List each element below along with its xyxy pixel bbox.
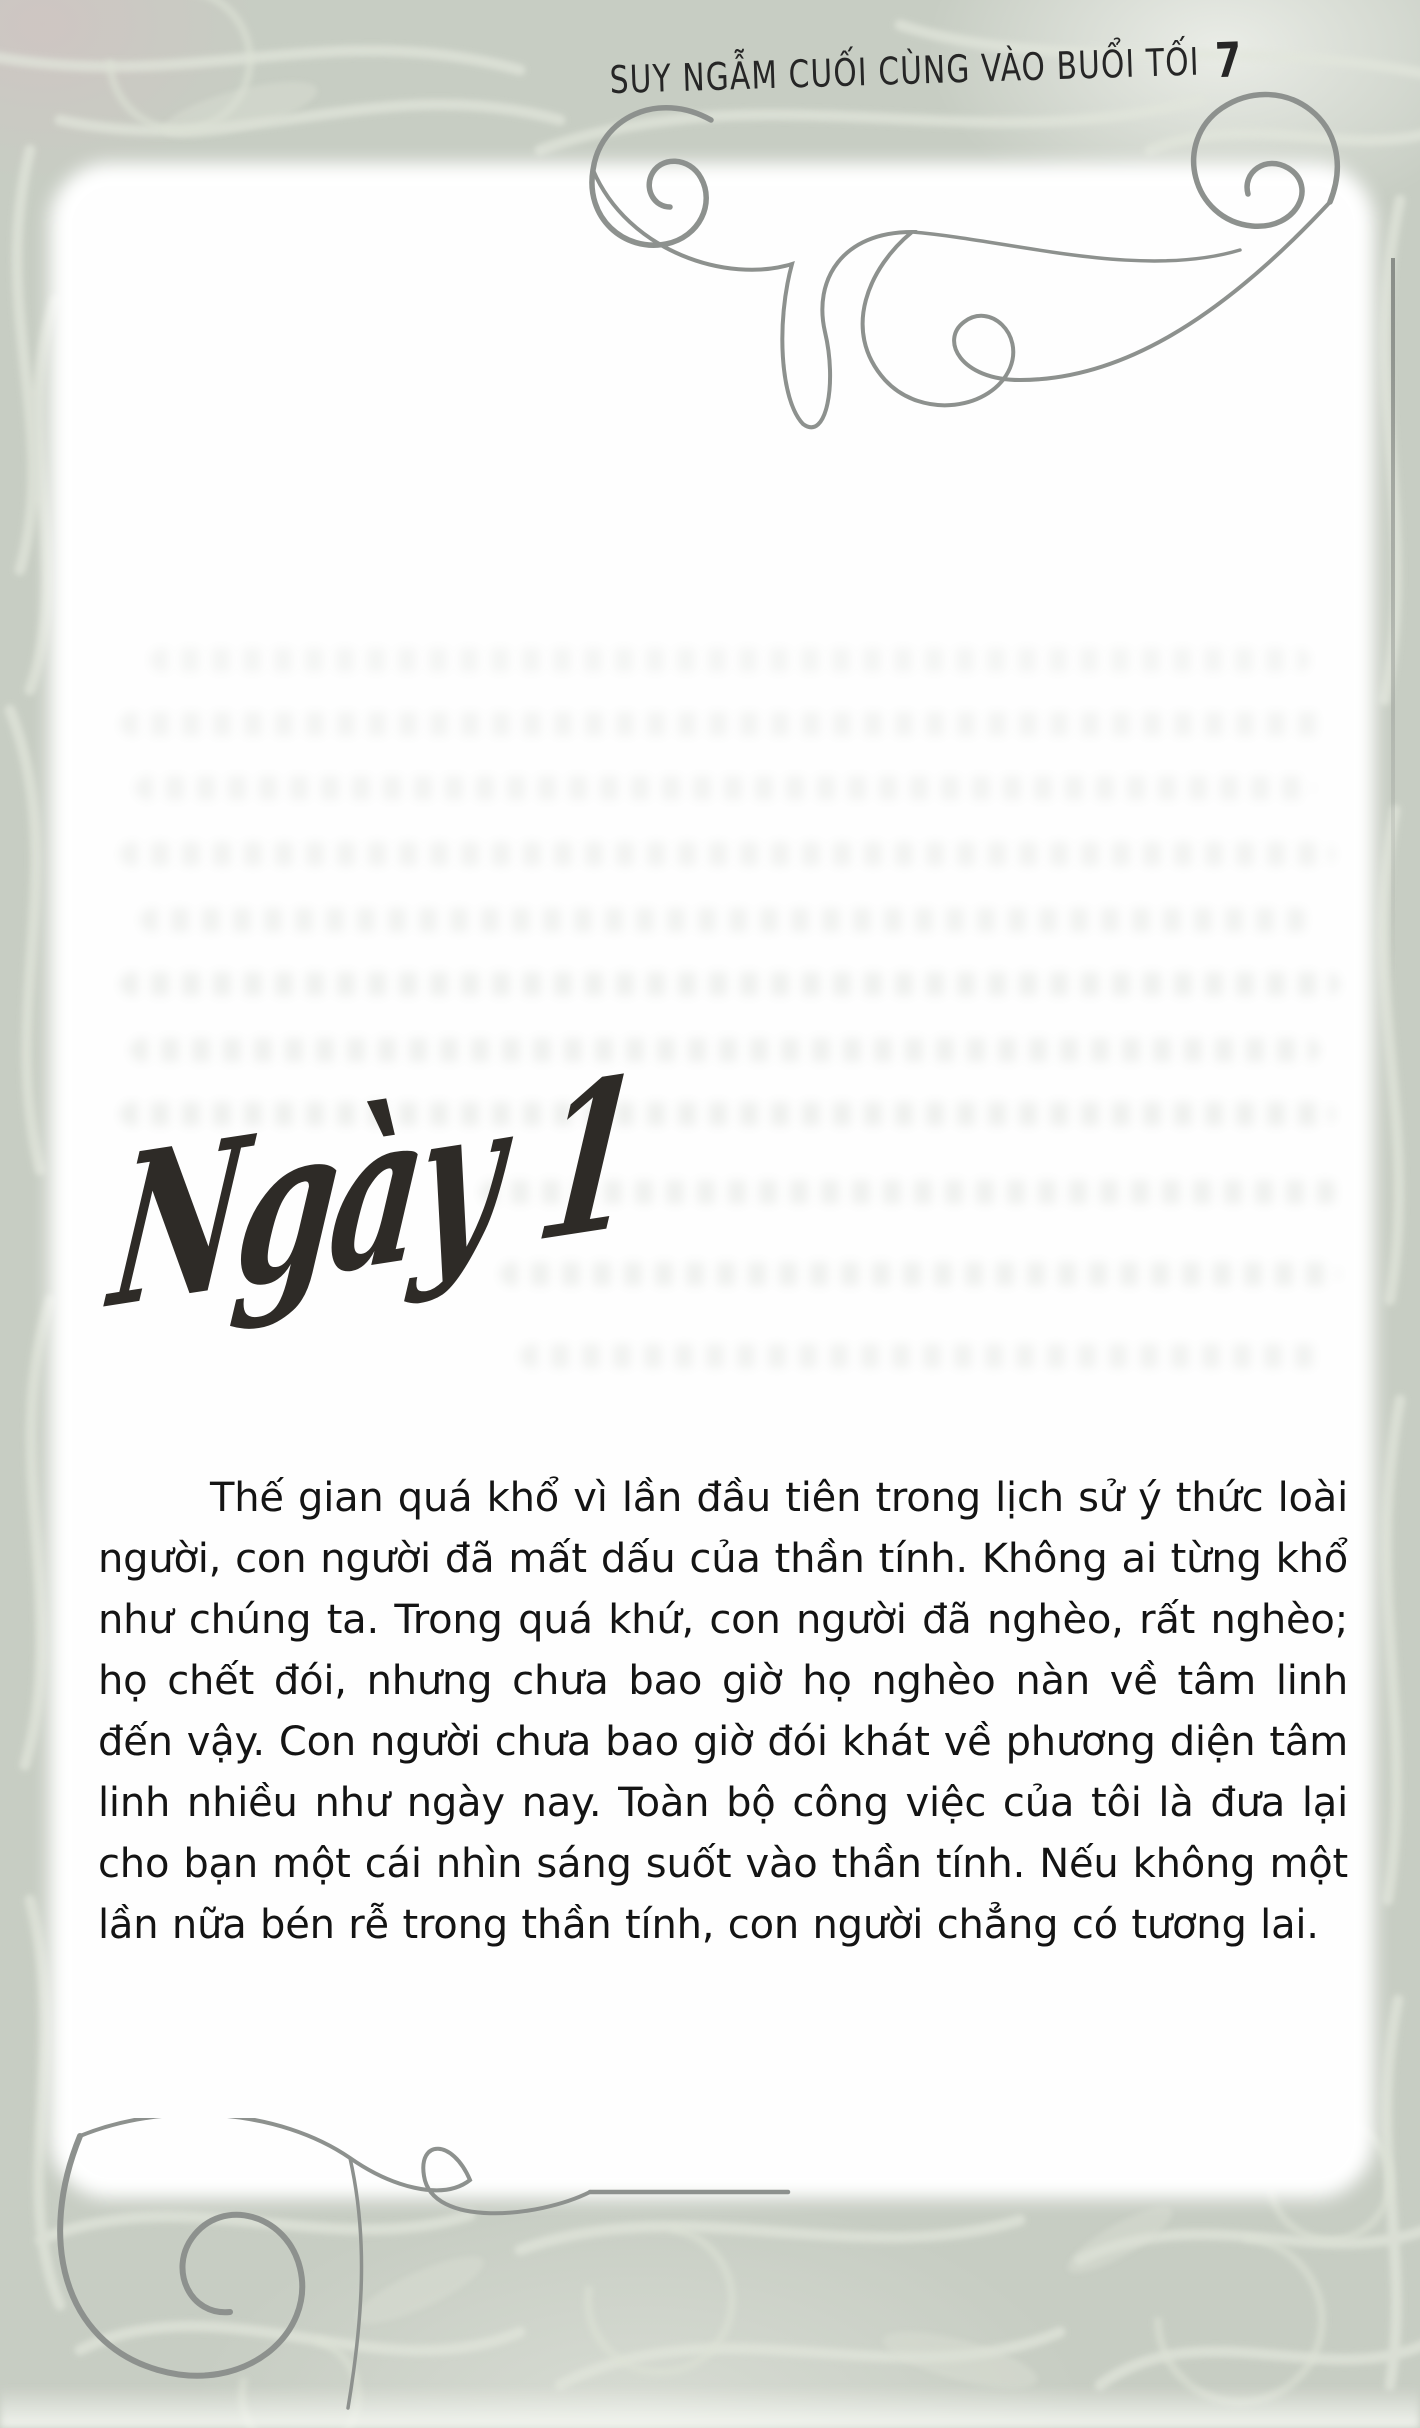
bleed-through-line	[500, 1262, 1340, 1286]
right-border-line	[1391, 258, 1395, 988]
flourish-bottom-ornament	[18, 2118, 818, 2423]
body-paragraph: Thế gian quá khổ vì lần đầu tiên trong lịch sử ý thức loài người, con người đã mất dấu của thần tính. Không ai từng khổ như chúng ta. Trong quá khứ, con người đã nghèo, rất nghèo; họ chết đói, nhưng chưa bao giờ họ nghèo nàn về tâm linh đến vậy. Con người chưa bao giờ đói khát về phương diện tâm linh nhiều như ngày nay. Toàn bộ công việc của tôi là đưa lại cho bạn một cái nhìn sáng suốt vào thần tính. Nếu không một lần nữa bén rễ trong thần tính, con người chẳng có tương lai.	[98, 1475, 1348, 1948]
bleed-through-line	[140, 908, 1310, 932]
bleed-through-line	[150, 648, 1310, 672]
page-number: 7	[1213, 32, 1243, 90]
header-title: SUY NGẪM CUỐI CÙNG VÀO BUỔI TỐI	[608, 39, 1200, 103]
chapter-title: Ngày 1	[101, 1029, 647, 1356]
bleed-through-line	[120, 972, 1340, 996]
bleed-through-line	[120, 842, 1335, 866]
bleed-through-line	[520, 1344, 1320, 1368]
bleed-through-line	[120, 712, 1330, 736]
bleed-through-line	[130, 1038, 1320, 1062]
flourish-top-ornament	[540, 80, 1420, 450]
bleed-through-line	[135, 776, 1315, 800]
